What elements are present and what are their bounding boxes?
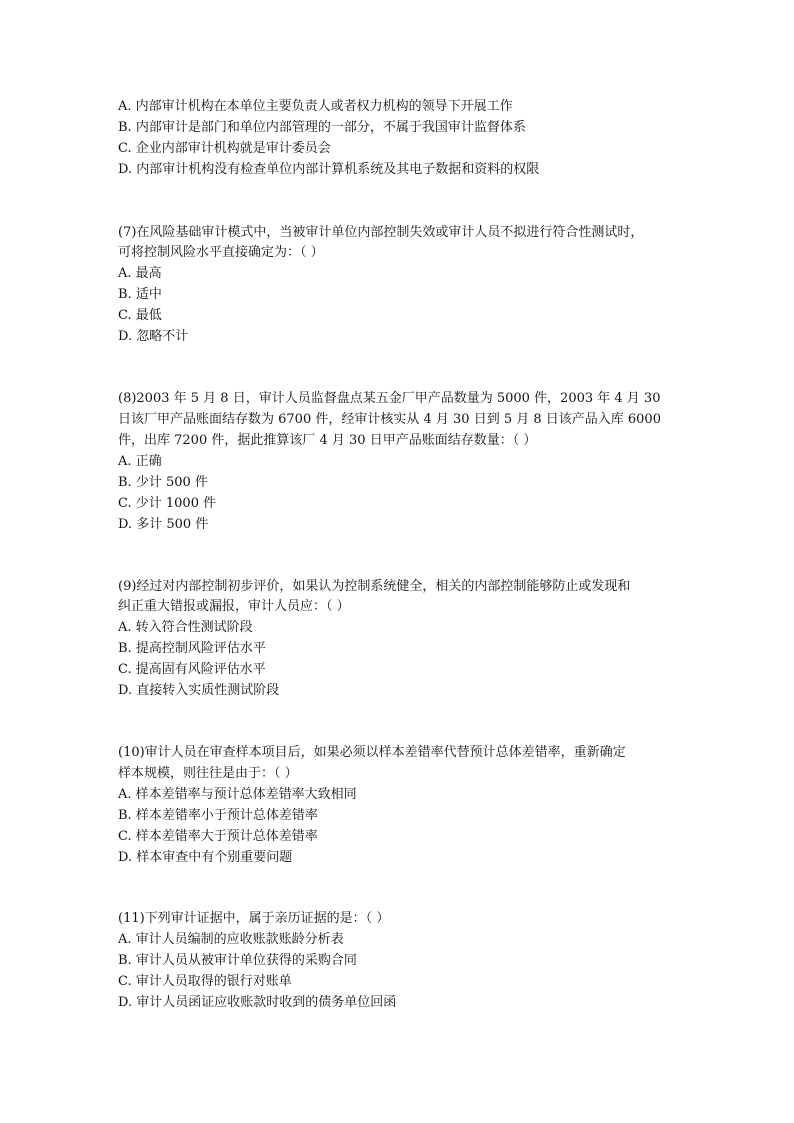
option-b: B. 内部审计是部门和单位内部管理的一部分，不属于我国审计监督体系 — [118, 120, 526, 135]
option-c: C. 审计人员取得的银行对账单 — [118, 974, 292, 989]
option-a: A. 样本差错率与预计总体差错率大致相同 — [118, 787, 357, 802]
question-stem: (11)下列审计证据中，属于亲历证据的是：（ ） — [118, 911, 390, 926]
question-stem: (8)2003 年 5 月 8 日，审计人员监督盘点某五金厂甲产品数量为 5000 件，2003 年 4 月 30 — [118, 391, 661, 406]
question-stem: 日该厂甲产品账面结存数为 6700 件，经审计核实从 4 月 30 日到 5 月 8 日该产品入库 6000 — [118, 412, 661, 427]
option-a: A. 审计人员编制的应收账款账龄分析表 — [118, 932, 344, 947]
option-a: A. 正确 — [118, 454, 162, 469]
option-c: C. 企业内部审计机构就是审计委员会 — [118, 141, 331, 156]
question-stem: 件，出库 7200 件，据此推算该厂 4 月 30 日甲产品账面结存数量：（ ） — [118, 433, 537, 448]
question-stem: 样本规模，则往往是由于：（ ） — [118, 766, 298, 781]
option-b: B. 样本差错率小于预计总体差错率 — [118, 808, 318, 823]
option-a: A. 转入符合性测试阶段 — [118, 620, 253, 635]
option-c: C. 少计 1000 件 — [118, 496, 217, 511]
option-c: C. 最低 — [118, 308, 162, 323]
option-b: B. 审计人员从被审计单位获得的采购合同 — [118, 953, 357, 968]
question-stem: 纠正重大错报或漏报，审计人员应：（ ） — [118, 599, 350, 614]
option-c: C. 样本差错率大于预计总体差错率 — [118, 829, 318, 844]
option-d: D. 样本审查中有个别重要问题 — [118, 850, 293, 865]
question-stem: (9)经过对内部控制初步评价，如果认为控制系统健全，相关的内部控制能够防止或发现和 — [118, 579, 631, 594]
option-d: D. 忽略不计 — [118, 329, 189, 344]
option-d: D. 直接转入实质性测试阶段 — [118, 683, 280, 698]
option-b: B. 提高控制风险评估水平 — [118, 641, 266, 656]
question-stem: (10)审计人员在审查样本项目后，如果必须以样本差错率代替预计总体差错率，重新确定 — [118, 745, 626, 760]
question-stem: (7)在风险基础审计模式中，当被审计单位内部控制失效或审计人员不拟进行符合性测试时， — [118, 225, 644, 240]
option-b: B. 少计 500 件 — [118, 475, 208, 490]
option-d: D. 内部审计机构没有检查单位内部计算机系统及其电子数据和资料的权限 — [118, 162, 540, 177]
option-d: D. 多计 500 件 — [118, 517, 209, 532]
question-stem: 可将控制风险水平直接确定为：（ ） — [118, 245, 324, 260]
option-a: A. 内部审计机构在本单位主要负责人或者权力机构的领导下开展工作 — [118, 99, 513, 114]
option-d: D. 审计人员函证应收账款时收到的债务单位回函 — [118, 995, 397, 1010]
option-b: B. 适中 — [118, 287, 162, 302]
option-c: C. 提高固有风险评估水平 — [118, 662, 266, 677]
option-a: A. 最高 — [118, 266, 162, 281]
